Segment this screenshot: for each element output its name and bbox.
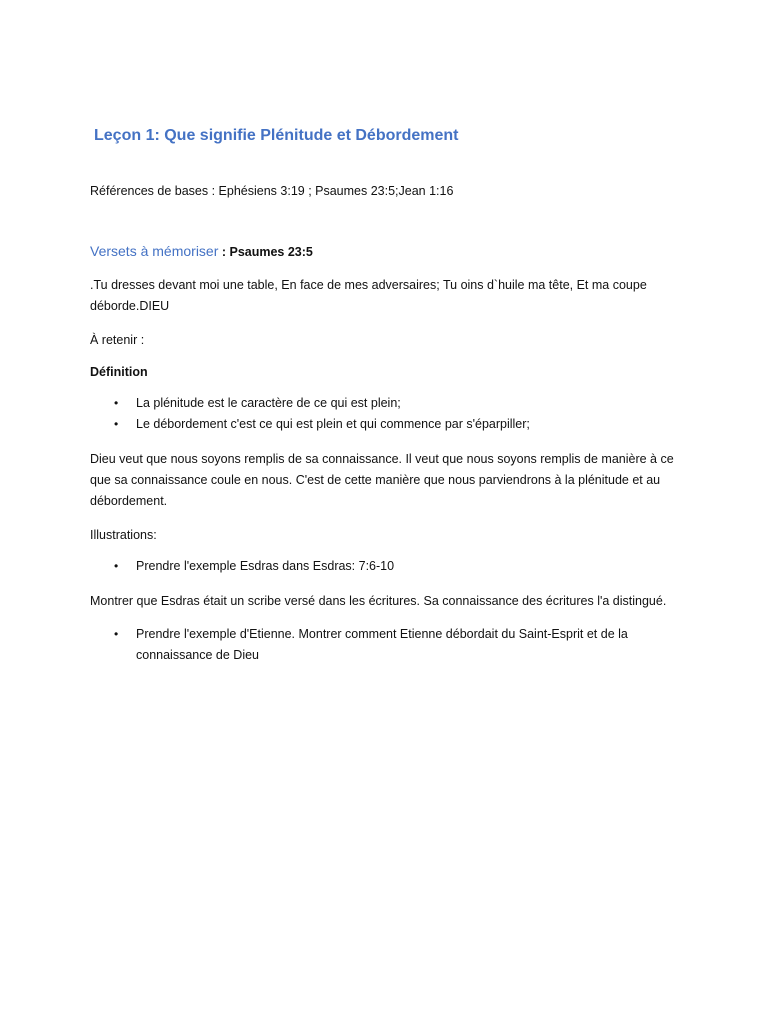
list-item [114, 556, 690, 577]
bullet-icon: • [114, 627, 119, 641]
illustration-list-1 [90, 556, 690, 577]
verses-label: Versets à mémoriser [90, 243, 219, 259]
document-body [90, 124, 690, 666]
retain-label: À retenir : [90, 333, 145, 347]
paragraph-1: Dieu veut que nous soyons remplis de sa connaissance. Il veut que nous soyons remplis de manière à ce que sa connaissance coule en nous. C'est de cette manière que nous parviendrons à la plénitude et au débordement. [90, 452, 674, 508]
definition-label: Définition [90, 365, 148, 379]
list-item [114, 414, 690, 435]
list-item-text: Le débordement c'est ce qui est plein et qui commence par s'éparpiller; [136, 417, 530, 431]
bullet-icon: • [114, 396, 119, 410]
verses-reference: : Psaumes 23:5 [218, 245, 313, 259]
verses-line [90, 242, 690, 261]
bullet-icon: • [114, 417, 119, 431]
list-item [114, 624, 690, 666]
bullet-icon: • [114, 559, 119, 573]
illustrations-label: Illustrations: [90, 528, 157, 542]
definition-list [90, 393, 690, 435]
list-item [114, 393, 690, 414]
illustration-list-2 [90, 624, 690, 666]
list-item-text: Prendre l'exemple Esdras dans Esdras: 7:6-10 [136, 559, 395, 573]
lesson-title: Leçon 1: Que signifie Plénitude et Débordement [94, 127, 459, 144]
list-item-text: Prendre l'exemple d'Etienne. Montrer comment Etienne débordait du Saint-Esprit et de la connaissance de Dieu [136, 627, 628, 662]
references-line: Références de bases : Ephésiens 3:19 ; Psaumes 23:5;Jean 1:16 [90, 184, 454, 198]
list-item-text: La plénitude est le caractère de ce qui est plein; [136, 396, 401, 410]
verse-text: .Tu dresses devant moi une table, En face de mes adversaires; Tu oins d`huile ma tête, Et ma coupe déborde.DIEU [90, 278, 647, 313]
paragraph-2: Montrer que Esdras était un scribe versé dans les écritures. Sa connaissance des écritures l'a distingué. [90, 594, 667, 608]
